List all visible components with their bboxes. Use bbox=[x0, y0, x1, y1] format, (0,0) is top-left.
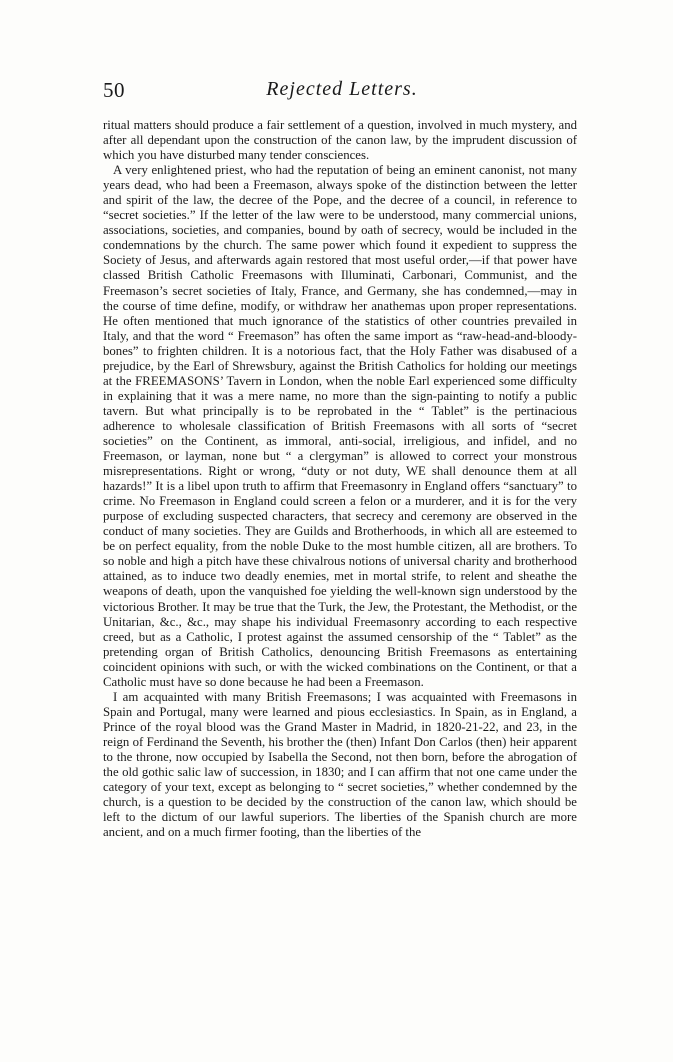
running-title: Rejected Letters. bbox=[266, 78, 418, 100]
paragraph-continued: ritual matters should produce a fair settlement of a question, involved in much mystery, and after all dependant upon the construction of the canon law, by the imprudent discussion of which you have disturbed many tender consciences. bbox=[103, 118, 577, 163]
body-text bbox=[103, 118, 577, 840]
paragraph: A very enlightened priest, who had the reputation of being an eminent canonist, not many years dead, who had been a Freemason, always spoke of the distinction between the letter and spirit of the law, the decree of the Pope, and the decree of a council, in reference to “secret societies.” If the letter of the law were to be understood, many commercial unions, associations, societies, and companies, bound by oath of secrecy, would be included in the condemnations by the church. The same power which found it expedient to suppress the Society of Jesus, and afterwards again restored that most useful order,—if that power have classed British Catholic Freemasons with Illuminati, Carbonari, Communist, and the Freemason’s secret societies of Italy, France, and Germany, she has condemned,—may in the course of time define, modify, or withdraw her anathemas upon proper representations. He often mentioned that much ignorance of the statistics of other countries prevailed in Italy, and that the word “ Freemason” has often the same import as “raw-head-and-bloody-bones” to frighten children. It is a notorious fact, that the Holy Father was disabused of a prejudice, by the Earl of Shrewsbury, against the British Catholics for holding our meetings at the FREEMASONS’ Tavern in London, when the noble Earl experienced some difficulty in explaining that it was a mere name, no more than the sign-painting to notify a public tavern. But what principally is to be reprobated in the “ Tablet” is the pertinacious adherence to wholesale classification of British Freemasons with all sorts of “secret societies” on the Continent, as immoral, anti-social, irreligious, and infidel, and no Freemason, or layman, none but “ a clergyman” is allowed to correct your monstrous misrepresentations. Right or wrong, “duty or not duty, WE shall denounce them at all hazards!” It is a libel upon truth to affirm that Freemasonry in England offers “sanctuary” to crime. No Freemason in England could screen a felon or a murderer, and it is for the very purpose of excluding suspected characters, that secrecy and ceremony are observed in the conduct of many societies. They are Guilds and Brotherhoods, in which all are esteemed to be on perfect equality, from the noble Duke to the most humble citizen, all are brothers. To so noble and high a pitch have these chivalrous notions of universal charity and brotherhood attained, as to induce two deadly enemies, met in mortal strife, to relent and sheathe the weapons of death, upon the vanquished foe yielding the well-known sign understood by the victorious Brother. It may be true that the Turk, the Jew, the Protestant, the Methodist, or the Unitarian, &c., &c., may shape his individual Freemasonry according to each respective creed, but as a Catholic, I protest against the assumed censorship of the “ Tablet” as the pretending organ of British Catholics, denouncing British Freemasons as entertaining coincident opinions with such, or with the wicked combinations on the Continent, or that a Catholic must have so done because he had been a Freemason. bbox=[103, 163, 577, 689]
page-header bbox=[103, 78, 581, 104]
page-number: 50 bbox=[103, 78, 125, 102]
paragraph: I am acquainted with many British Freemasons; I was acquainted with Freemasons in Spain and Portugal, many were learned and pious ecclesiastics. In Spain, as in England, a Prince of the royal blood was the Grand Master in Madrid, in 1820-21-22, and 23, in the reign of Ferdinand the Seventh, his brother the (then) Infant Don Carlos (then) heir apparent to the throne, now occupied by Isabella the Second, not then born, before the abrogation of the old gothic salic law of succession, in 1830; and I can affirm that not one came under the category of your text, except as belonging to “ secret societies,” whether condemned by the church, is a question to be decided by the construction of the canon law, which should be left to the dictum of our lawful superiors. The liberties of the Spanish church are more ancient, and on a much firmer footing, than the liberties of the bbox=[103, 689, 577, 840]
